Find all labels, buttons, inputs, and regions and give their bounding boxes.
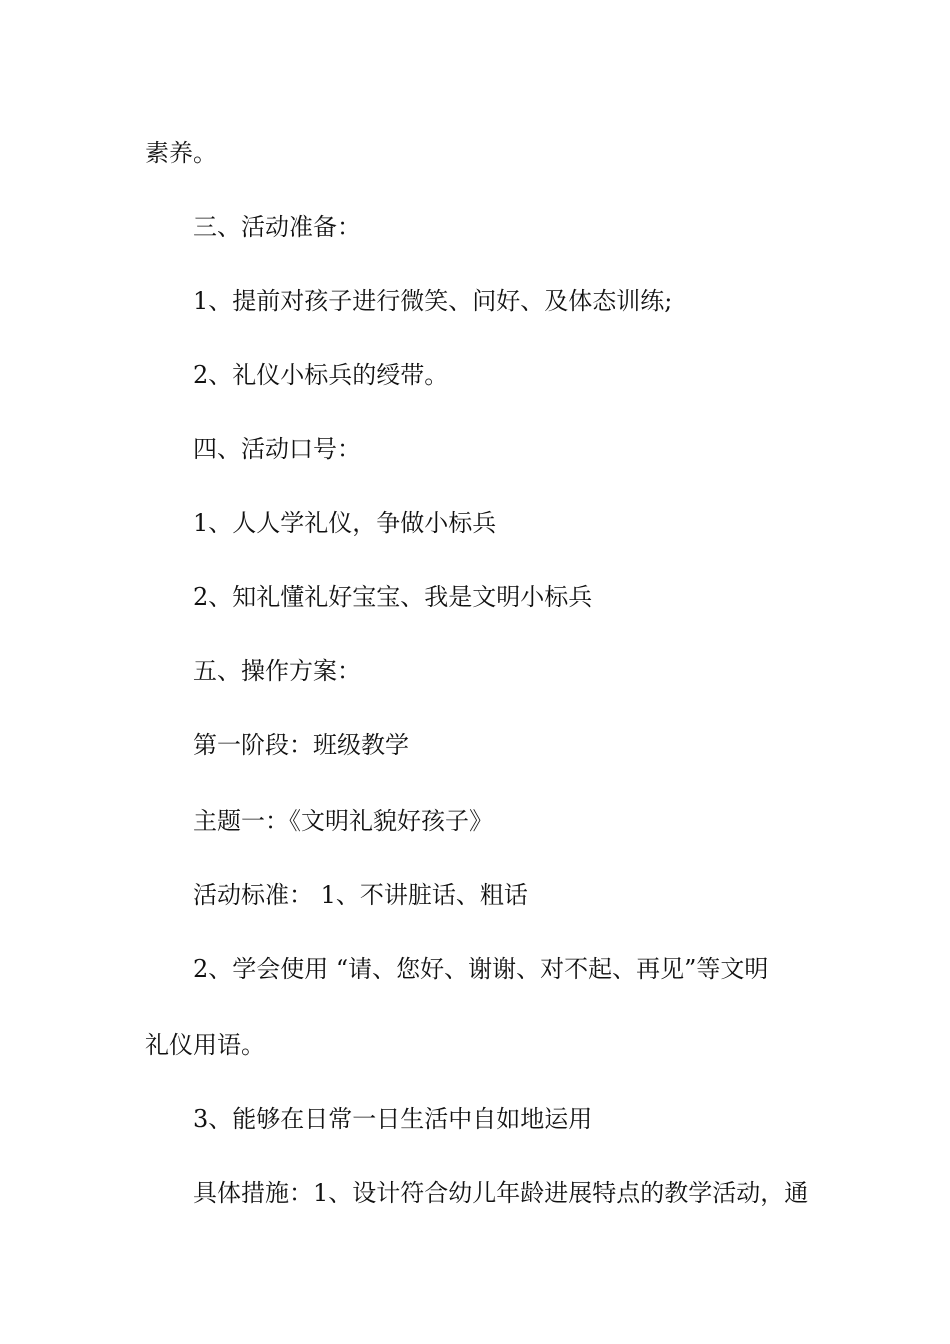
- text-line-10: 主题一：《文明礼貌好孩子》: [193, 807, 493, 835]
- section-heading-preparation: 三、活动准备：: [193, 213, 361, 241]
- text-line-1: 素养。: [145, 139, 217, 167]
- text-line-15: 具体措施：1、设计符合幼儿年龄进展特点的教学活动，通: [193, 1179, 809, 1207]
- text-line-14: 3、能够在日常一日生活中自如地运用: [193, 1105, 593, 1133]
- text-line-11: 活动标准： 1、不讲脏话、粗话: [193, 881, 528, 909]
- text-line-7: 2、知礼懂礼好宝宝、我是文明小标兵: [193, 583, 593, 611]
- text-line-4: 2、礼仪小标兵的绶带。: [193, 361, 449, 389]
- text-line-13: 礼仪用语。: [145, 1031, 265, 1059]
- text-line-6: 1、人人学礼仪，争做小标兵: [193, 509, 497, 537]
- section-heading-slogan: 四、活动口号：: [193, 435, 361, 463]
- section-heading-plan: 五、操作方案：: [193, 657, 361, 685]
- text-line-3: 1、提前对孩子进行微笑、问好、及体态训练;: [193, 287, 673, 315]
- text-line-9: 第一阶段：班级教学: [193, 731, 409, 759]
- text-line-12: 2、学会使用 “请、您好、谢谢、对不起、再见”等文明: [193, 955, 769, 983]
